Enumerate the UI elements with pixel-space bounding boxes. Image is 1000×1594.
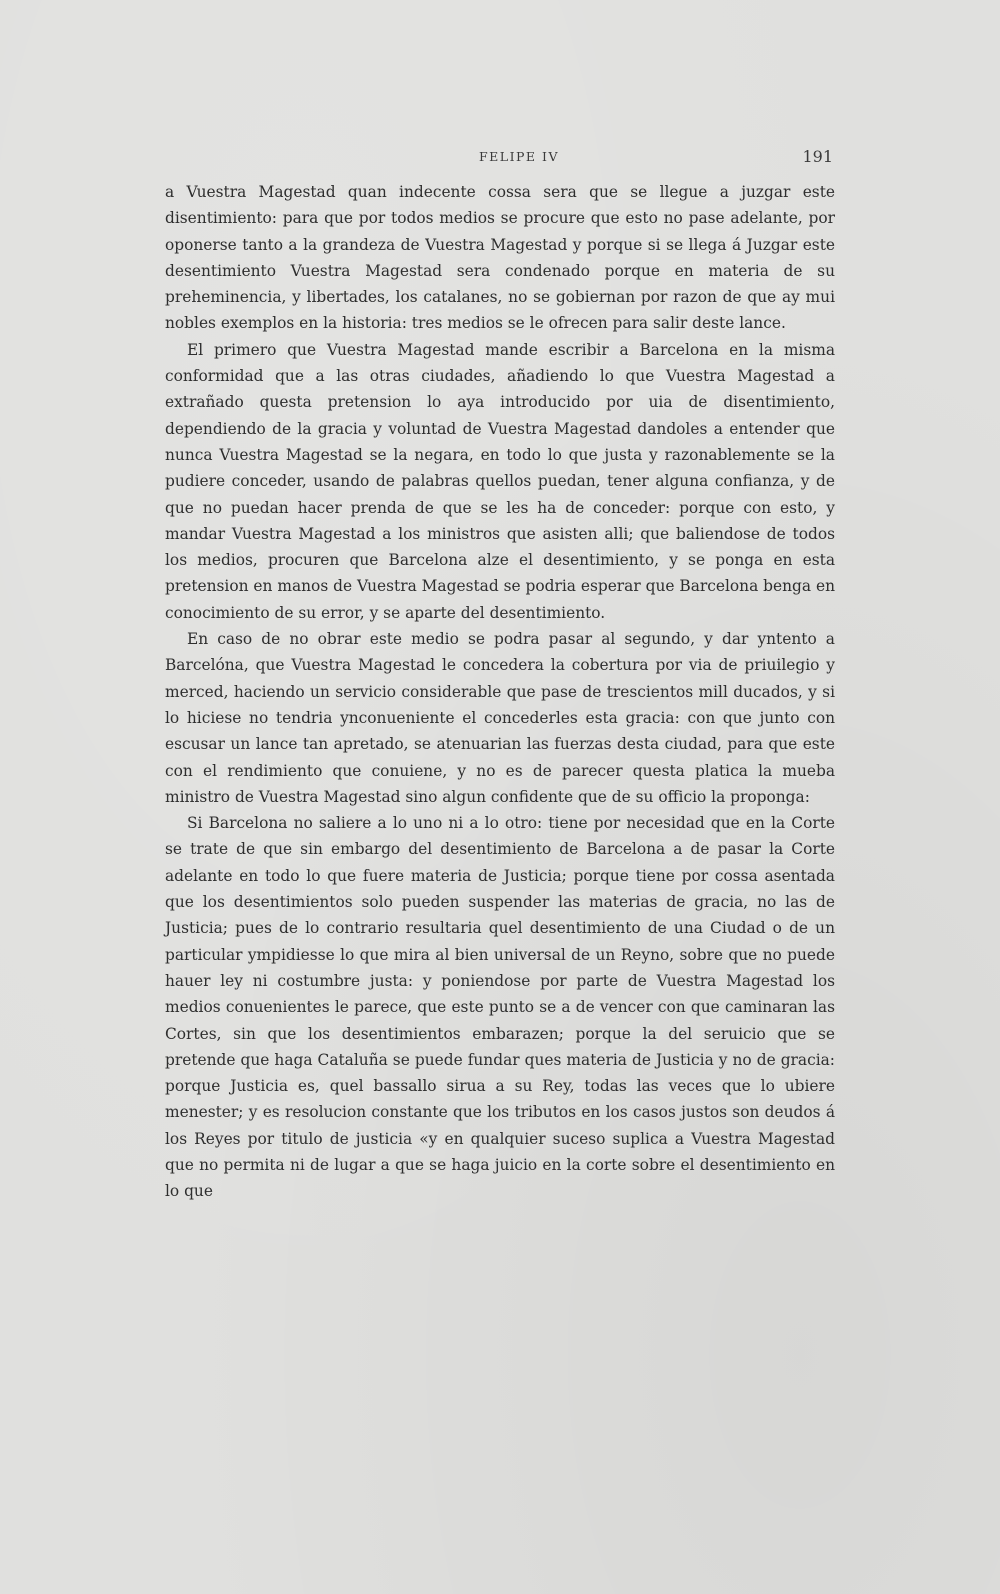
running-head <box>165 149 833 173</box>
paragraph-third-medio: Si Barcelona no saliere a lo uno ni a lo otro: tiene por necesidad que en la Corte se trate de que sin embargo del desentimiento de Barcelona a de pasar la Corte adelante en todo lo que fuere materia de Justicia; porque tiene por cossa asentada que los desentimientos solo pueden suspender las materias de gracia, no las de Justicia; pues de lo contrario resultaria quel desentimiento de una Ciudad o de un particular ympidiesse lo que mira al bien universal de un Reyno, sobre que no puede hauer ley ni costumbre justa: y poniendose por parte de Vuestra Magestad los medios conuenientes le parece, que este punto se a de vencer con que caminaran las Cortes, sin que los desentimientos embarazen; porque la del seruicio que se pretende que haga Cataluña se puede fundar ques materia de Justicia y no de gracia: porque Justicia es, quel bassallo sirua a su Rey, todas las veces que lo ubiere menester; y es resolucion constante que los tributos en los casos justos son deudos á los Reyes por titulo de justicia «y en qualquier suceso suplica a Vuestra Magestad que no permita ni de lugar a que se haga juicio en la corte sobre el desentimiento en lo que <box>165 814 835 1201</box>
page-number: 191 <box>802 147 833 166</box>
paragraph-continuation: a Vuestra Magestad quan indecente cossa sera que se llegue a juzgar este disentimiento: para que por todos medios se procure que esto no pase adelante, por oponerse tanto a la grandeza de Vuestra Magestad y porque si se llega á Juzgar este desentimiento Vuestra Magestad sera condenado porque en materia de su preheminencia, y libertades, los catalanes, no se gobiernan por razon de que ay mui nobles exemplos en la historia: tres medios se le ofrecen para salir deste lance. <box>165 183 835 333</box>
paragraph-first-medio: El primero que Vuestra Magestad mande escribir a Barcelona en la misma conformidad que a las otras ciudades, añadiendo lo que Vuestra Magestad a extrañado questa pretension lo aya introducido por uia de disentimiento, dependiendo de la gracia y voluntad de Vuestra Magestad dandoles a entender que nunca Vuestra Magestad se la negara, en todo lo que justa y razonablemente se la pudiere conceder, usando de palabras quellos puedan, tener alguna confianza, y de que no puedan hacer prenda de que se les ha de conceder: porque con esto, y mandar Vuestra Magestad a los ministros que asisten alli; que baliendose de todos los medios, procuren que Barcelona alze el desentimiento, y se ponga en esta pretension en manos de Vuestra Magestad se podria esperar que Barcelona benga en conocimiento de su error, y se aparte del desentimiento. <box>165 340 835 622</box>
paragraph-second-medio: En caso de no obrar este medio se podra pasar al segundo, y dar yntento a Barcelóna, que Vuestra Magestad le concedera la cobertura por via de priuilegio y merced, haciendo un servicio considerable que pase de trescientos mill ducados, y si lo hiciese no tendria ynconueniente el concederles esta gracia: con que junto con escusar un lance tan apretado, se atenuarian las fuerzas desta ciudad, para que este con el rendimiento que conuiene, y no es de parecer questa platica la mueba ministro de Vuestra Magestad sino algun confidente que de su officio la proponga: <box>165 630 835 806</box>
running-title: FELIPE IV <box>478 149 559 164</box>
body-text <box>165 179 835 1205</box>
